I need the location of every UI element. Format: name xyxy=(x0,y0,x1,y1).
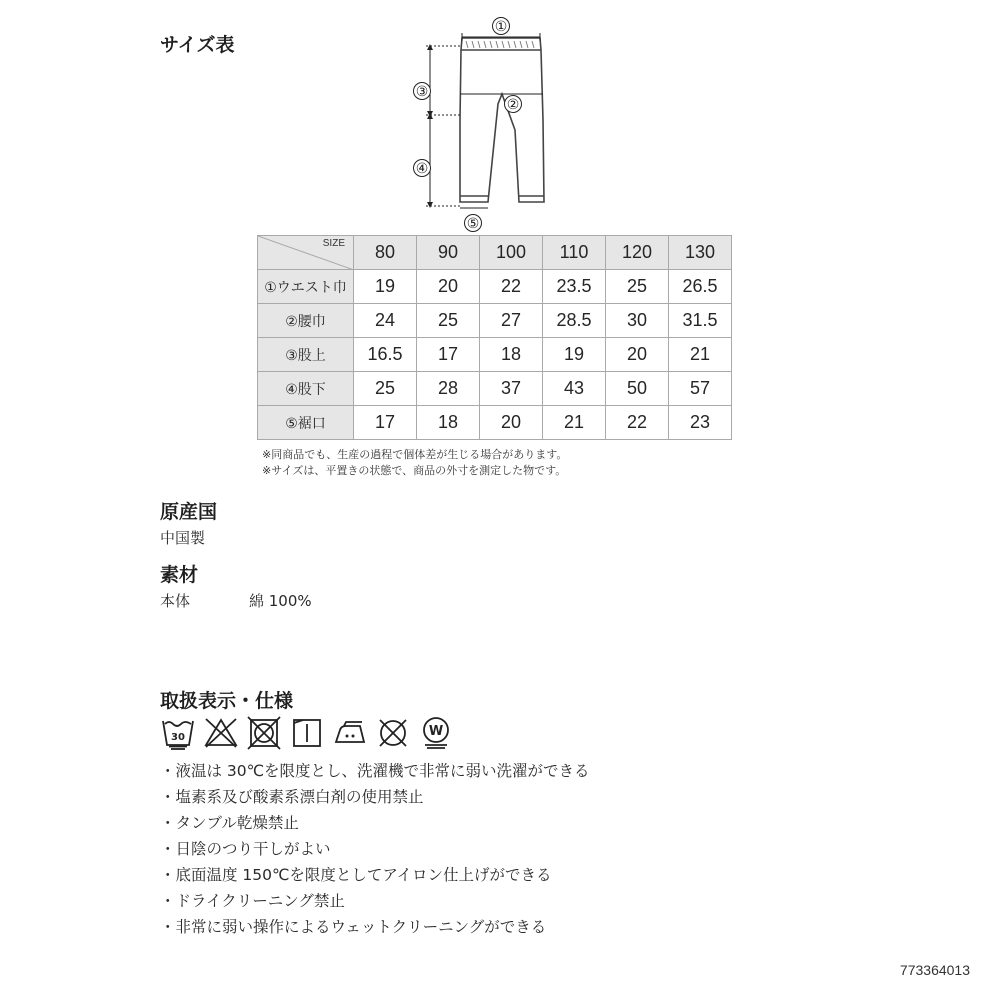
table-cell: 23.5 xyxy=(543,270,606,304)
table-cell: 43 xyxy=(543,372,606,406)
iron-icon xyxy=(332,714,368,750)
row-label: ④股下 xyxy=(258,372,354,406)
table-cell: 31.5 xyxy=(669,304,732,338)
table-cell: 20 xyxy=(417,270,480,304)
diagram-label-5: ⑤ xyxy=(466,216,480,232)
no-tumble-dry-icon xyxy=(246,714,282,750)
table-cell: 18 xyxy=(480,338,543,372)
table-cell: 27 xyxy=(480,304,543,338)
row-label: ⑤裾口 xyxy=(258,406,354,440)
care-title: 取扱表示・仕様 xyxy=(160,690,294,712)
table-cell: 17 xyxy=(417,338,480,372)
table-row xyxy=(258,338,732,372)
list-item: ・液温は 30℃を限度とし、洗濯機で非常に弱い洗濯ができる xyxy=(160,762,590,780)
size-column-header: 100 xyxy=(480,236,543,270)
size-note: ※サイズは、平置きの状態で、商品の外寸を測定した物です。 xyxy=(262,464,567,477)
list-item: ・塩素系及び酸素系漂白剤の使用禁止 xyxy=(160,788,424,806)
size-column-header: 120 xyxy=(606,236,669,270)
table-cell: 25 xyxy=(417,304,480,338)
table-cell: 23 xyxy=(669,406,732,440)
no-dry-clean-icon xyxy=(375,714,411,750)
diagram-label-3: ③ xyxy=(415,84,429,100)
table-cell: 21 xyxy=(669,338,732,372)
table-cell: 16.5 xyxy=(354,338,417,372)
list-item: ・非常に弱い操作によるウェットクリーニングができる xyxy=(160,918,547,936)
table-cell: 57 xyxy=(669,372,732,406)
row-label: ②腰巾 xyxy=(258,304,354,338)
table-cell: 25 xyxy=(354,372,417,406)
table-cell: 19 xyxy=(543,338,606,372)
diagram-label-2: ② xyxy=(506,97,520,113)
table-row xyxy=(258,372,732,406)
table-cell: 18 xyxy=(417,406,480,440)
table-cell: 26.5 xyxy=(669,270,732,304)
pants-measurement-diagram xyxy=(400,10,560,236)
size-column-header: 90 xyxy=(417,236,480,270)
size-column-header: 110 xyxy=(543,236,606,270)
row-label: ③股上 xyxy=(258,338,354,372)
diagram-label-1: ① xyxy=(494,19,508,35)
care-instructions xyxy=(160,758,590,940)
list-item: ・日陰のつり干しがよい xyxy=(160,840,331,858)
origin-title: 原産国 xyxy=(160,501,218,523)
table-cell: 19 xyxy=(354,270,417,304)
size-table xyxy=(257,235,732,440)
table-cell: 20 xyxy=(480,406,543,440)
size-column-header: 130 xyxy=(669,236,732,270)
diagram-label-4: ④ xyxy=(415,161,429,177)
table-cell: 28 xyxy=(417,372,480,406)
table-cell: 37 xyxy=(480,372,543,406)
table-cell: 50 xyxy=(606,372,669,406)
table-cell: 22 xyxy=(606,406,669,440)
list-item: ・ドライクリーニング禁止 xyxy=(160,892,345,910)
wet-clean-label: W xyxy=(428,724,444,739)
table-cell: 30 xyxy=(606,304,669,338)
material-part: 本体 xyxy=(160,592,191,610)
row-label: ①ウエスト巾 xyxy=(258,270,354,304)
care-symbols xyxy=(160,714,454,750)
table-cell: 21 xyxy=(543,406,606,440)
size-note: ※同商品でも、生産の過程で個体差が生じる場合があります。 xyxy=(262,448,568,461)
size-column-header: 80 xyxy=(354,236,417,270)
origin-value: 中国製 xyxy=(160,529,206,547)
table-row xyxy=(258,406,732,440)
product-code: 773364013 xyxy=(899,962,970,978)
wash-temp-label: 30 xyxy=(171,732,185,743)
wash-tub-icon xyxy=(160,714,196,750)
table-cell: 20 xyxy=(606,338,669,372)
table-cell: 24 xyxy=(354,304,417,338)
list-item: ・底面温度 150℃を限度としてアイロン仕上げができる xyxy=(160,866,552,884)
material-value: 綿 100% xyxy=(249,592,312,610)
wet-clean-icon xyxy=(418,714,454,750)
size-corner-cell xyxy=(258,236,354,270)
no-bleach-icon xyxy=(203,714,239,750)
table-row xyxy=(258,270,732,304)
size-chart-title: サイズ表 xyxy=(160,34,235,56)
list-item: ・タンブル乾燥禁止 xyxy=(160,814,299,832)
table-cell: 17 xyxy=(354,406,417,440)
table-row xyxy=(258,304,732,338)
shade-line-dry-icon xyxy=(289,714,325,750)
size-table-header xyxy=(258,236,732,270)
material-title: 素材 xyxy=(160,564,199,586)
table-cell: 28.5 xyxy=(543,304,606,338)
table-cell: 25 xyxy=(606,270,669,304)
size-corner-label: SIZE xyxy=(322,238,345,249)
table-cell: 22 xyxy=(480,270,543,304)
